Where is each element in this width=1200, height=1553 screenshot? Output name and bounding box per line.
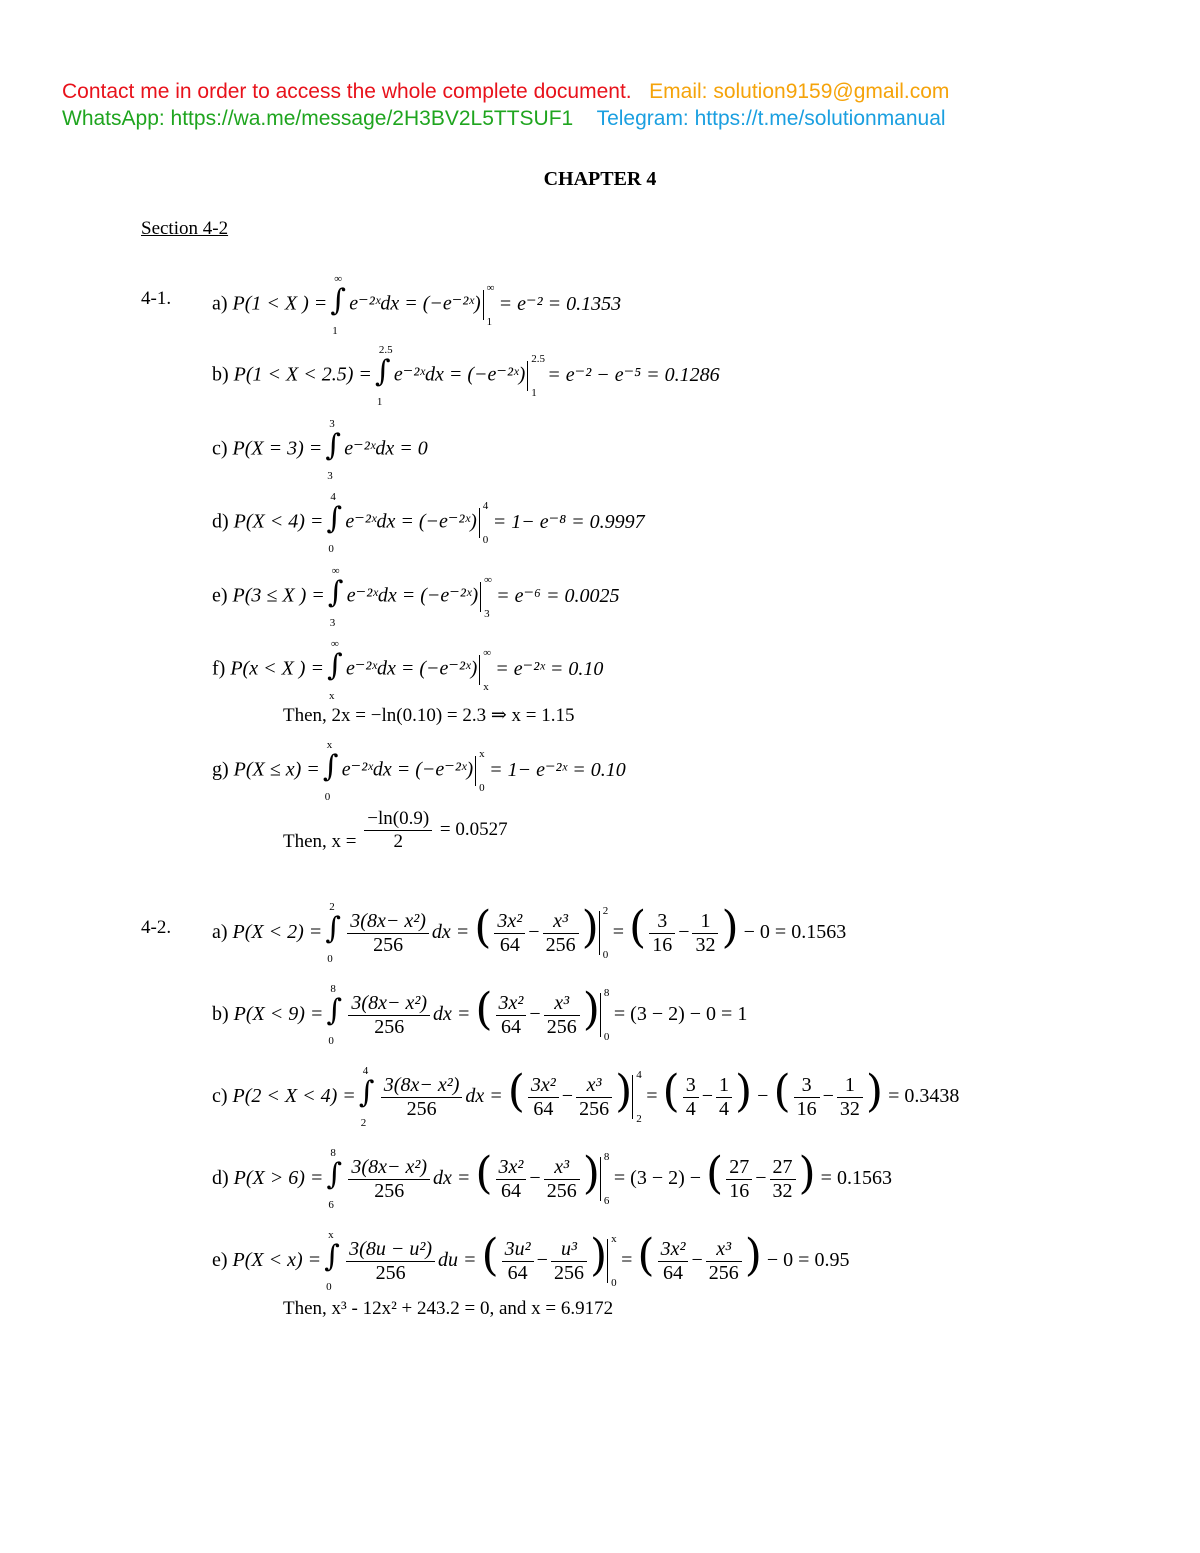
telegram-link[interactable]: Telegram: https://t.me/solutionmanual <box>596 107 946 130</box>
eq-body: e⁻²ˣdx = (−e⁻²ˣ) <box>345 510 477 533</box>
integral-limits: 4 0 ∫ <box>326 491 343 555</box>
problem-number-4-1: 4-1. <box>141 288 172 309</box>
problem-number-4-2: 4-2. <box>141 917 172 938</box>
eq-rhs: = 1− e⁻⁸ = 0.9997 <box>492 510 645 533</box>
part-label: g) <box>212 758 229 781</box>
eq-4-2-c: c) P(2 < X < 4) = 4 2 ∫ $\frac{\text{3(8x− x²)}}{256}$ dx = ( $\frac{\text{3x²}}{64}$ − $\frac{\text{x³}}{256}$ ) 4 2 = ( $\frac{3}{4}$ − $\frac{1}{4}$ ) − ( $\frac{3}{16}$ − $\frac{1}{32}$ ) = 0.3438 <box>212 1065 960 1130</box>
eq-4-1-g <box>212 739 626 803</box>
eq-lhs: P(x < X ) = <box>230 657 324 680</box>
eq-lhs: P(1 < X ) = <box>232 292 328 315</box>
eq-rhs: = e⁻²ˣ = 0.10 <box>495 657 604 680</box>
eq-4-2-a: a) P(X < 2) = 2 0 ∫ $\frac{\text{3(8x− x²)}}{256}$ dx = ( $\frac{\text{3x²}}{64}$ − $\frac{\text{x³}}{256}$ ) 2 0 = ( $\frac{3}{16}$ − $\frac{1}{32}$ ) − 0 = 0.1563 <box>212 901 847 966</box>
eq-body: e⁻²ˣdx = (−e⁻²ˣ) <box>345 657 478 680</box>
whatsapp-link[interactable]: WhatsApp: https://wa.me/message/2H3BV2L5TTSUF1 <box>62 107 574 130</box>
eq-4-2-e: e) P(X < x) = x 0 ∫ $\frac{\text{3(8u − u²)}}{256}$ du = ( $\frac{\text{3u²}}{64}$ − $\frac{\text{u³}}{256}$ ) x 0 = ( $\frac{\text{3x²}}{64}$ − $\frac{\text{x³}}{256}$ ) − 0 = 0.95 <box>212 1229 850 1294</box>
eq-4-1-g-then: Then, x = $\frac{-\ln(0.9)}{2}$ = 0.0527 <box>283 808 508 852</box>
integral-limits: 2.5 1 ∫ <box>374 344 393 408</box>
eq-4-2-b: b) P(X < 9) = 8 0 ∫ $\frac{\text{3(8x− x²)}}{256}$ dx = ( $\frac{\text{3x²}}{64}$ − $\frac{\text{x³}}{256}$ ) 8 0 = (3 − 2) − 0 = 1 <box>212 983 748 1048</box>
eq-body: e⁻²ˣdx = (−e⁻²ˣ) <box>349 292 481 315</box>
eq-4-1-a <box>212 273 622 337</box>
eq-body: e⁻²ˣdx = 0 <box>344 437 428 460</box>
integral-limits: ∞ x ∫ <box>326 638 343 702</box>
eq-rhs: = e⁻² − e⁻⁵ = 0.1286 <box>547 363 720 386</box>
eval-bar: 4 0 <box>479 508 480 538</box>
eq-lhs: P(X ≤ x) = <box>233 758 320 781</box>
eq-4-1-c <box>212 418 428 482</box>
eq-4-1-f-then: Then, 2x = −ln(0.10) = 2.3 ⇒ x = 1.15 <box>283 705 575 726</box>
integral-limits: 3 3 ∫ <box>325 418 341 482</box>
eq-body: e⁻²ˣdx = (−e⁻²ˣ) <box>393 363 526 386</box>
contact-text: Contact me in order to access the whole complete document. <box>62 80 632 103</box>
eq-body: e⁻²ˣdx = (−e⁻²ˣ) <box>346 584 479 607</box>
eq-lhs: P(X = 3) = <box>232 437 323 460</box>
integral-limits: ∞ 1 ∫ <box>330 273 346 337</box>
eq-4-2-d: d) P(X > 6) = 8 6 ∫ $\frac{\text{3(8x− x²)}}{256}$ dx = ( $\frac{\text{3x²}}{64}$ − $\frac{\text{x³}}{256}$ ) 8 6 = (3 − 2) − ( $\frac{27}{16}$ − $\frac{27}{32}$ ) = 0.1563 <box>212 1147 892 1212</box>
eval-bar: 2.5 1 <box>527 361 528 391</box>
chapter-title: CHAPTER 4 <box>543 168 657 190</box>
eval-bar: ∞ 1 <box>483 290 484 320</box>
integral-limits: ∞ 3 ∫ <box>327 565 344 629</box>
eq-lhs: P(3 ≤ X ) = <box>232 584 325 607</box>
eq-4-1-e <box>212 565 620 629</box>
part-label: c) <box>212 437 228 460</box>
eval-bar: ∞ x <box>479 655 480 685</box>
eval-bar: x 0 <box>475 756 476 786</box>
part-label: f) <box>212 657 226 680</box>
eq-rhs: = e⁻² = 0.1353 <box>498 292 622 315</box>
part-label: a) <box>212 292 228 315</box>
eq-rhs: = 1− e⁻²ˣ = 0.10 <box>489 758 626 781</box>
eq-4-1-f <box>212 638 604 702</box>
email-link[interactable]: Email: solution9159@gmail.com <box>649 80 950 103</box>
eq-4-1-d <box>212 491 645 555</box>
eq-lhs: P(1 < X < 2.5) = <box>233 363 372 386</box>
part-label: e) <box>212 584 228 607</box>
eq-4-2-e-then: Then, x³ - 12x² + 243.2 = 0, and x = 6.9172 <box>283 1298 614 1319</box>
header-line-1 <box>62 80 949 104</box>
part-label: d) <box>212 510 229 533</box>
eval-bar: ∞ 3 <box>480 582 481 612</box>
eq-body: e⁻²ˣdx = (−e⁻²ˣ) <box>341 758 474 781</box>
fraction: $\frac{-\ln(0.9)}{2}$ <box>364 808 432 853</box>
header-line-2 <box>62 107 946 131</box>
part-label: b) <box>212 363 229 386</box>
section-heading: Section 4-2 <box>141 218 229 239</box>
eq-4-1-b <box>212 344 720 408</box>
integral-limits: x 0 ∫ <box>322 739 339 803</box>
eq-lhs: P(X < 4) = <box>233 510 324 533</box>
eq-rhs: = e⁻⁶ = 0.0025 <box>496 584 620 607</box>
